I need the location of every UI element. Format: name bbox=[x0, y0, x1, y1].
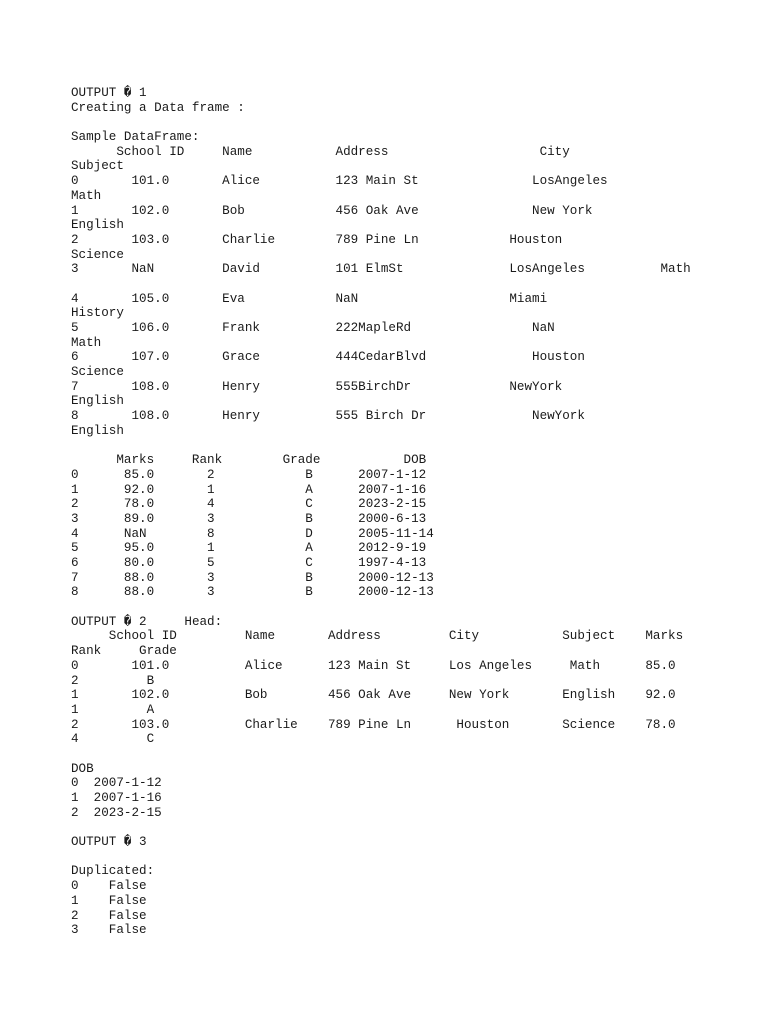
output-line: School ID Name Address City Subject Marks bbox=[71, 629, 684, 644]
output-line bbox=[71, 277, 751, 292]
output-line: School ID Name Address City bbox=[71, 144, 570, 159]
output-line: English bbox=[71, 218, 124, 233]
output-line: 2 2023-2-15 bbox=[71, 805, 162, 820]
output-line bbox=[71, 115, 751, 130]
output-line: Science bbox=[71, 247, 124, 262]
output-line: 0 2007-1-12 bbox=[71, 776, 162, 791]
output-line: 1 False bbox=[71, 893, 147, 908]
output-line: 4 C bbox=[71, 732, 155, 747]
output-line: 0 85.0 2 B 2007-1-12 bbox=[71, 467, 427, 482]
output-line: 3 NaN David 101 ElmSt LosAngeles Math bbox=[71, 262, 691, 277]
output-line: 5 95.0 1 A 2012-9-19 bbox=[71, 541, 427, 556]
output-line: Science bbox=[71, 365, 124, 380]
output-line: 8 88.0 3 B 2000-12-13 bbox=[71, 585, 434, 600]
output-line: Math bbox=[71, 335, 102, 350]
output-line: OUTPUT � 1 bbox=[71, 86, 147, 100]
output-line: 0 101.0 Alice 123 Main St Los Angeles Math 85.0 bbox=[71, 658, 676, 673]
output-line: 1 102.0 Bob 456 Oak Ave New York English 92.0 bbox=[71, 688, 676, 703]
output-line: DOB bbox=[71, 761, 94, 776]
output-line: Subject bbox=[71, 159, 124, 174]
output-line: 6 107.0 Grace 444CedarBlvd Houston bbox=[71, 350, 585, 365]
output-line bbox=[71, 820, 751, 835]
output-line: Sample DataFrame: bbox=[71, 130, 200, 145]
output-line: 3 89.0 3 B 2000-6-13 bbox=[71, 511, 427, 526]
output-line: History bbox=[71, 306, 124, 321]
output-line: 5 106.0 Frank 222MapleRd NaN bbox=[71, 321, 555, 335]
output-line bbox=[71, 747, 751, 762]
output-line: 2 False bbox=[71, 908, 147, 923]
output-line bbox=[71, 850, 751, 865]
output-line: 0 False bbox=[71, 879, 147, 894]
output-line: 4 105.0 Eva NaN Miami bbox=[71, 291, 548, 306]
output-line: 2 103.0 Charlie 789 Pine Ln Houston Science 78.0 bbox=[71, 717, 676, 732]
output-line: 2 103.0 Charlie 789 Pine Ln Houston bbox=[71, 232, 563, 247]
output-line: 1 A bbox=[71, 702, 155, 717]
output-line: 4 NaN 8 D 2005-11-14 bbox=[71, 526, 434, 541]
output-line: 6 80.0 5 C 1997-4-13 bbox=[71, 556, 427, 570]
output-line: English bbox=[71, 394, 124, 409]
output-line bbox=[71, 439, 751, 454]
output-line: 8 108.0 Henry 555 Birch Dr NewYork bbox=[71, 409, 585, 424]
output-line: 1 2007-1-16 bbox=[71, 791, 162, 805]
output-line: 7 108.0 Henry 555BirchDr NewYork bbox=[71, 379, 563, 394]
output-line: Creating a Data frame : bbox=[71, 100, 245, 115]
output-line: Marks Rank Grade DOB bbox=[71, 453, 427, 468]
output-line: 1 92.0 1 A 2007-1-16 bbox=[71, 482, 427, 497]
output-line: 3 False bbox=[71, 923, 147, 938]
output-line: 7 88.0 3 B 2000-12-13 bbox=[71, 570, 434, 585]
output-line bbox=[71, 600, 751, 615]
output-line: 0 101.0 Alice 123 Main St LosAngeles bbox=[71, 174, 608, 189]
output-line: Duplicated: bbox=[71, 864, 155, 879]
output-line: OUTPUT � 3 bbox=[71, 835, 147, 850]
output-line: English bbox=[71, 423, 124, 438]
output-line: Rank Grade bbox=[71, 644, 177, 659]
output-line: 1 102.0 Bob 456 Oak Ave New York bbox=[71, 203, 593, 218]
output-line: OUTPUT � 2 Head: bbox=[71, 614, 223, 629]
output-line: Math bbox=[71, 188, 102, 203]
console-output bbox=[71, 86, 751, 938]
output-line: 2 78.0 4 C 2023-2-15 bbox=[71, 497, 427, 512]
output-line: 2 B bbox=[71, 673, 155, 688]
